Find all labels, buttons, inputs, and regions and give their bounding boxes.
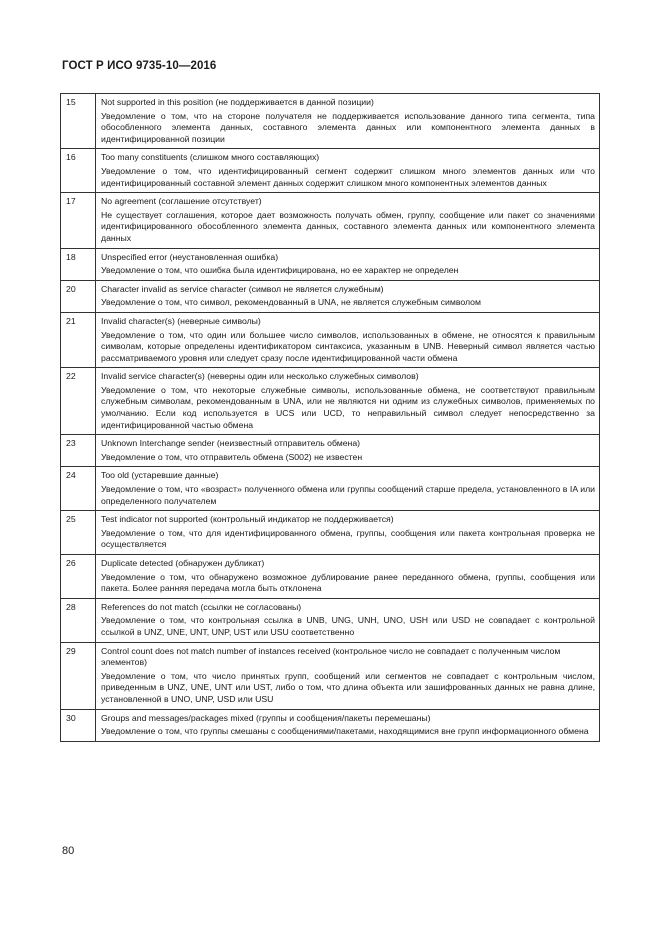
error-description: Уведомление о том, что на стороне получателя не поддерживается использование данного типа сегмента, типа обособленного элемента данных, составного элемента данных или компонентного элемента данных в идентифицированной позиции: [101, 110, 595, 144]
error-text-cell: [96, 642, 600, 709]
error-description: Не существует соглашения, которое дает возможность получать обмен, группу, сообщение или пакет со значениями идентифицированного обособленного элемента данных, составного элемента данных или компонентного элемента данных: [101, 209, 595, 243]
error-title: Duplicate detected (обнаружен дубликат): [101, 558, 265, 568]
error-title: Unspecified error (неустановленная ошибка): [101, 251, 279, 262]
error-code-cell: 28: [61, 598, 96, 642]
table-row: [61, 555, 600, 599]
page-number: 80: [62, 845, 75, 857]
table-body: [61, 94, 600, 742]
error-title: Control count does not match number of instances received (контрольное число не совпадает с полученным числом элементов): [101, 645, 561, 668]
error-description: Уведомление о том, что символ, рекомендованный в UNA, не является служебным символом: [101, 297, 481, 308]
error-description: Уведомление о том, что для идентифицированного обмена, группы, сообщения или пакета контрольная проверка не осуществляется: [101, 527, 595, 550]
error-title: Invalid service character(s) (неверны один или несколько служебных символов): [101, 371, 419, 382]
error-description: Уведомление о том, что один или большее число символов, использованных в обмене, не относятся к правильным символам, которые определены идентификатором синтаксиса, указанным в UNB. Неверный символ является частью рассматриваемого уровня или следует сразу после идентифицированной части обмена: [101, 329, 595, 363]
error-code-cell: 15: [61, 94, 96, 149]
table-row: [61, 149, 600, 193]
error-title: References do not match (ссылки не согласованы): [101, 601, 302, 612]
error-code-cell: 21: [61, 312, 96, 367]
error-description: Уведомление о том, что отправитель обмена (S002) не известен: [101, 451, 363, 462]
error-text-cell: [96, 555, 600, 599]
table-row: [61, 598, 600, 642]
error-code-cell: 23: [61, 435, 96, 467]
error-title: Invalid character(s) (неверные символы): [101, 315, 261, 326]
error-title: Groups and messages/packages mixed (группы и сообщения/пакеты перемешаны): [101, 712, 431, 723]
error-code-cell: 17: [61, 193, 96, 248]
error-text-cell: [96, 280, 600, 312]
error-code-cell: 29: [61, 642, 96, 709]
table-row: [61, 193, 600, 248]
error-title: Test indicator not supported (контрольный индикатор не поддерживается): [101, 514, 394, 525]
error-title: Too many constituents (слишком много составляющих): [101, 152, 320, 163]
error-description: Уведомление о том, что число принятых групп, сообщений или сегментов не совпадает с контрольным числом, приведенным в UNZ, UNE, UNT или UST, либо о том, что длина объекта или зашифрованных данных не равна длине, установленной в UNO, UNP, USD или USU: [101, 670, 595, 704]
error-title: Character invalid as service character (символ не является служебным): [101, 283, 384, 294]
standard-header: ГОСТ Р ИСО 9735-10—2016: [62, 60, 217, 72]
error-description: Уведомление о том, что обнаружено возможное дублирование ранее переданного обмена, группы, сообщения или пакета. Более ранняя передача могла быть отклонена: [101, 571, 595, 594]
error-text-cell: [96, 435, 600, 467]
table-row: [61, 435, 600, 467]
error-description: Уведомление о том, что контрольная ссылка в UNB, UNG, UNH, UNO, USH или USD не совпадает с контрольной ссылкой в UNZ, UNE, UNT, UNP, UST или USU соответственно: [101, 615, 595, 637]
table-row: [61, 280, 600, 312]
error-title: Too old (устаревшие данные): [101, 470, 219, 481]
error-code-cell: 22: [61, 368, 96, 435]
error-text-cell: [96, 149, 600, 193]
error-description: Уведомление о том, что некоторые служебные символы, использованные обмена, не соответствуют правильным служебным символам, рекомендованным в UNA, или не являются ни одним из служебных символов, применяемых по умолчанию. Если код используется в UCS или UCD, то неправильный символ следует непосредственно за идентифицированной частью обмена: [101, 384, 595, 430]
table-row: [61, 94, 600, 149]
error-description: Уведомление о том, что ошибка была идентифицирована, но ее характер не определен: [101, 265, 459, 276]
error-code-cell: 24: [61, 467, 96, 511]
table-row: [61, 642, 600, 709]
error-text-cell: [96, 248, 600, 280]
error-codes-table: [60, 93, 600, 742]
error-code-cell: 18: [61, 248, 96, 280]
error-code-cell: 26: [61, 555, 96, 599]
error-text-cell: [96, 709, 600, 741]
error-code-cell: 16: [61, 149, 96, 193]
table-row: [61, 312, 600, 367]
table-row: [61, 368, 600, 435]
error-text-cell: [96, 94, 600, 149]
table-row: [61, 511, 600, 555]
error-description: Уведомление о том, что группы смешаны с сообщениями/пакетами, находящимися вне групп информационного обмена: [101, 726, 589, 737]
error-code-cell: 20: [61, 280, 96, 312]
error-text-cell: [96, 511, 600, 555]
error-title: No agreement (соглашение отсутствует): [101, 196, 262, 207]
error-description: Уведомление о том, что «возраст» полученного обмена или группы сообщений старше предела, установленного в IA или определенного получателем: [101, 484, 595, 506]
error-title: Unknown Interchange sender (неизвестный отправитель обмена): [101, 438, 361, 449]
error-text-cell: [96, 598, 600, 642]
error-code-cell: 30: [61, 709, 96, 741]
error-code-cell: 25: [61, 511, 96, 555]
table-row: [61, 467, 600, 511]
error-text-cell: [96, 368, 600, 435]
table-row: [61, 709, 600, 741]
error-text-cell: [96, 193, 600, 248]
error-title: Not supported in this position (не поддерживается в данной позиции): [101, 97, 374, 107]
error-description: Уведомление о том, что идентифицированный сегмент содержит слишком много элементов данных или что идентифицированный составной элемент данных содержит слишком много компонентных элементов данных: [101, 165, 595, 188]
error-text-cell: [96, 467, 600, 511]
table-row: [61, 248, 600, 280]
error-text-cell: [96, 312, 600, 367]
